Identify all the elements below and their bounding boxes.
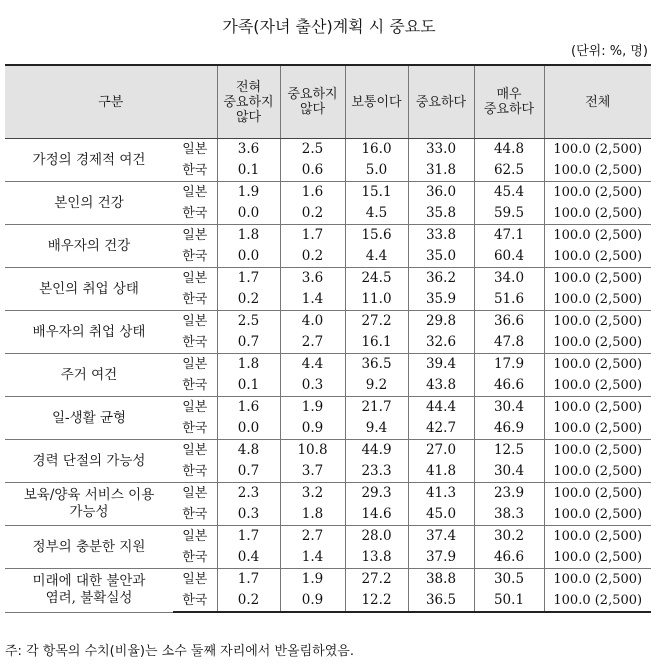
row-item-label: 배우자의 취업 상태	[5, 311, 173, 354]
total-cell: 100.0 (2,500)	[544, 268, 651, 290]
value-cell: 0.4	[217, 547, 280, 569]
country-label: 일본	[173, 569, 217, 591]
country-label: 한국	[173, 332, 217, 354]
total-cell: 100.0 (2,500)	[544, 354, 651, 376]
value-cell: 44.8	[474, 139, 544, 161]
total-cell: 100.0 (2,500)	[544, 590, 651, 612]
value-cell: 45.4	[474, 182, 544, 204]
value-cell: 35.9	[408, 289, 474, 311]
value-cell: 0.0	[217, 246, 280, 268]
total-cell: 100.0 (2,500)	[553, 249, 643, 264]
value-cell: 15.1	[345, 182, 408, 204]
value-cell: 0.3	[280, 375, 345, 397]
value-cell: 0.9	[280, 590, 345, 612]
table-row	[5, 440, 651, 462]
value-cell: 0.0	[217, 418, 280, 440]
value-cell: 1.8	[280, 504, 345, 526]
country-label: 일본	[173, 354, 217, 376]
total-cell: 100.0 (2,500)	[544, 440, 651, 462]
header-text: 전혀 중요하지 않다	[223, 79, 274, 125]
value-cell: 2.7	[280, 332, 345, 354]
total-cell: 100.0 (2,500)	[553, 421, 643, 436]
value-cell: 17.9	[474, 354, 544, 376]
value-cell: 59.5	[474, 203, 544, 225]
value-cell: 30.5	[474, 569, 544, 591]
total-cell: 100.0 (2,500)	[553, 335, 643, 350]
value-cell: 3.6	[217, 139, 280, 161]
value-cell: 0.9	[280, 418, 345, 440]
row-item-label: 미래에 대한 불안과 염려, 불확실성	[5, 569, 173, 613]
country-label: 한국	[173, 160, 217, 182]
country-label: 한국	[173, 590, 217, 612]
value-cell: 1.7	[217, 268, 280, 290]
value-cell: 39.4	[408, 354, 474, 376]
value-cell: 9.4	[345, 418, 408, 440]
country-label: 한국	[173, 461, 217, 483]
value-cell: 2.5	[217, 311, 280, 333]
value-cell: 36.2	[408, 268, 474, 290]
value-cell: 38.3	[474, 504, 544, 526]
value-cell: 1.6	[217, 397, 280, 419]
header-not-at-all-important	[217, 65, 280, 139]
table-row	[5, 311, 651, 333]
value-cell: 0.0	[217, 203, 280, 225]
value-cell: 27.2	[345, 311, 408, 333]
value-cell: 46.9	[474, 418, 544, 440]
value-cell: 0.2	[217, 289, 280, 311]
row-item-label: 정부의 충분한 지원	[5, 526, 173, 569]
total-cell: 100.0 (2,500)	[544, 182, 651, 204]
row-item-label: 본인의 취업 상태	[5, 268, 173, 311]
total-cell: 100.0 (2,500)	[544, 225, 651, 247]
value-cell: 35.8	[408, 203, 474, 225]
value-cell: 41.3	[408, 483, 474, 505]
value-cell: 46.6	[474, 375, 544, 397]
total-cell: 100.0 (2,500)	[544, 397, 651, 419]
header-not-important	[280, 65, 345, 139]
value-cell: 0.7	[217, 332, 280, 354]
header-text: 매우 중요하다	[483, 87, 535, 117]
value-cell: 0.3	[217, 504, 280, 526]
value-cell: 23.9	[474, 483, 544, 505]
value-cell: 36.6	[474, 311, 544, 333]
importance-table	[5, 64, 651, 613]
value-cell: 30.2	[474, 526, 544, 548]
total-cell: 100.0 (2,500)	[553, 292, 643, 307]
value-cell: 1.8	[217, 225, 280, 247]
value-cell: 23.3	[345, 461, 408, 483]
table-row	[5, 139, 651, 161]
country-label: 한국	[173, 246, 217, 268]
value-cell: 37.9	[408, 547, 474, 569]
table-header-row	[5, 65, 651, 139]
country-label: 한국	[173, 418, 217, 440]
value-cell: 2.3	[217, 483, 280, 505]
value-cell: 12.5	[474, 440, 544, 462]
value-cell: 3.7	[280, 461, 345, 483]
value-cell: 1.4	[280, 289, 345, 311]
value-cell: 50.1	[474, 590, 544, 612]
value-cell: 16.1	[345, 332, 408, 354]
country-label: 한국	[173, 504, 217, 526]
table-row	[5, 225, 651, 247]
table-row	[5, 182, 651, 204]
value-cell: 4.5	[345, 203, 408, 225]
value-cell: 0.2	[217, 590, 280, 612]
value-cell: 0.2	[280, 246, 345, 268]
table-row	[5, 354, 651, 376]
row-item-label: 가정의 경제적 여건	[5, 139, 173, 182]
total-cell: 100.0 (2,500)	[553, 507, 643, 522]
value-cell: 37.4	[408, 526, 474, 548]
value-cell: 13.8	[345, 547, 408, 569]
total-cell: 100.0 (2,500)	[553, 464, 643, 479]
value-cell: 28.0	[345, 526, 408, 548]
table-row	[5, 483, 651, 505]
value-cell: 62.5	[474, 160, 544, 182]
header-very-important	[474, 65, 544, 139]
value-cell: 0.1	[217, 375, 280, 397]
total-cell: 100.0 (2,500)	[553, 378, 643, 393]
value-cell: 36.5	[408, 590, 474, 612]
value-cell: 31.8	[408, 160, 474, 182]
value-cell: 27.2	[345, 569, 408, 591]
country-label: 일본	[173, 139, 217, 161]
value-cell: 5.0	[345, 160, 408, 182]
value-cell: 9.2	[345, 375, 408, 397]
country-label: 한국	[173, 375, 217, 397]
value-cell: 30.4	[474, 461, 544, 483]
value-cell: 45.0	[408, 504, 474, 526]
country-label: 한국	[173, 547, 217, 569]
value-cell: 42.7	[408, 418, 474, 440]
value-cell: 1.6	[280, 182, 345, 204]
header-gubun: 구분	[5, 65, 217, 139]
value-cell: 4.4	[280, 354, 345, 376]
value-cell: 36.5	[345, 354, 408, 376]
total-cell: 100.0 (2,500)	[544, 311, 651, 333]
total-cell: 100.0 (2,500)	[544, 569, 651, 591]
footnote: 주: 각 항목의 수치(비율)는 소수 둘째 자리에서 반올림하였음.	[5, 644, 354, 659]
value-cell: 60.4	[474, 246, 544, 268]
value-cell: 14.6	[345, 504, 408, 526]
total-cell: 100.0 (2,500)	[553, 163, 643, 178]
value-cell: 2.5	[280, 139, 345, 161]
value-cell: 29.3	[345, 483, 408, 505]
value-cell: 44.4	[408, 397, 474, 419]
table-title: 가족(자녀 출산)계획 시 중요도	[222, 17, 436, 36]
total-cell: 100.0 (2,500)	[544, 139, 651, 161]
table-row	[5, 526, 651, 548]
country-label: 일본	[173, 526, 217, 548]
value-cell: 21.7	[345, 397, 408, 419]
value-cell: 32.6	[408, 332, 474, 354]
row-item-label: 본인의 건강	[5, 182, 173, 225]
table-row	[5, 268, 651, 290]
row-item-label: 일-생활 균형	[5, 397, 173, 440]
country-label: 일본	[173, 483, 217, 505]
value-cell: 3.2	[280, 483, 345, 505]
value-cell: 46.6	[474, 547, 544, 569]
table-body	[5, 139, 651, 613]
value-cell: 1.9	[280, 569, 345, 591]
value-cell: 0.2	[280, 203, 345, 225]
value-cell: 2.7	[280, 526, 345, 548]
value-cell: 1.9	[280, 397, 345, 419]
unit-label: (단위: %, 명)	[571, 44, 648, 59]
row-item-label: 배우자의 건강	[5, 225, 173, 268]
value-cell: 38.8	[408, 569, 474, 591]
value-cell: 33.0	[408, 139, 474, 161]
value-cell: 44.9	[345, 440, 408, 462]
value-cell: 24.5	[345, 268, 408, 290]
table-row	[5, 397, 651, 419]
header-total: 전체	[544, 65, 651, 139]
value-cell: 3.6	[280, 268, 345, 290]
value-cell: 35.0	[408, 246, 474, 268]
total-cell: 100.0 (2,500)	[544, 526, 651, 548]
value-cell: 29.8	[408, 311, 474, 333]
country-label: 한국	[173, 203, 217, 225]
value-cell: 11.0	[345, 289, 408, 311]
header-important: 중요하다	[408, 65, 474, 139]
value-cell: 4.0	[280, 311, 345, 333]
row-item-label: 경력 단절의 가능성	[5, 440, 173, 483]
value-cell: 15.6	[345, 225, 408, 247]
value-cell: 33.8	[408, 225, 474, 247]
value-cell: 30.4	[474, 397, 544, 419]
value-cell: 1.4	[280, 547, 345, 569]
value-cell: 12.2	[345, 590, 408, 612]
total-cell: 100.0 (2,500)	[553, 206, 643, 221]
value-cell: 1.7	[217, 569, 280, 591]
value-cell: 1.7	[217, 526, 280, 548]
value-cell: 4.4	[345, 246, 408, 268]
value-cell: 0.7	[217, 461, 280, 483]
value-cell: 0.1	[217, 160, 280, 182]
country-label: 한국	[173, 289, 217, 311]
value-cell: 16.0	[345, 139, 408, 161]
value-cell: 43.8	[408, 375, 474, 397]
value-cell: 1.8	[217, 354, 280, 376]
total-cell: 100.0 (2,500)	[544, 483, 651, 505]
row-item-label: 보육/양육 서비스 이용 가능성	[5, 483, 173, 526]
total-cell: 100.0 (2,500)	[553, 550, 643, 565]
value-cell: 27.0	[408, 440, 474, 462]
value-cell: 47.1	[474, 225, 544, 247]
value-cell: 34.0	[474, 268, 544, 290]
country-label: 일본	[173, 440, 217, 462]
value-cell: 47.8	[474, 332, 544, 354]
value-cell: 51.6	[474, 289, 544, 311]
country-label: 일본	[173, 225, 217, 247]
value-cell: 36.0	[408, 182, 474, 204]
header-neutral: 보통이다	[345, 65, 408, 139]
value-cell: 1.9	[217, 182, 280, 204]
country-label: 일본	[173, 182, 217, 204]
country-label: 일본	[173, 397, 217, 419]
country-label: 일본	[173, 268, 217, 290]
value-cell: 41.8	[408, 461, 474, 483]
value-cell: 4.8	[217, 440, 280, 462]
country-label: 일본	[173, 311, 217, 333]
header-text: 중요하지 않다	[287, 87, 338, 117]
row-item-label: 주거 여건	[5, 354, 173, 397]
value-cell: 0.6	[280, 160, 345, 182]
table-row	[5, 569, 651, 591]
value-cell: 10.8	[280, 440, 345, 462]
value-cell: 1.7	[280, 225, 345, 247]
